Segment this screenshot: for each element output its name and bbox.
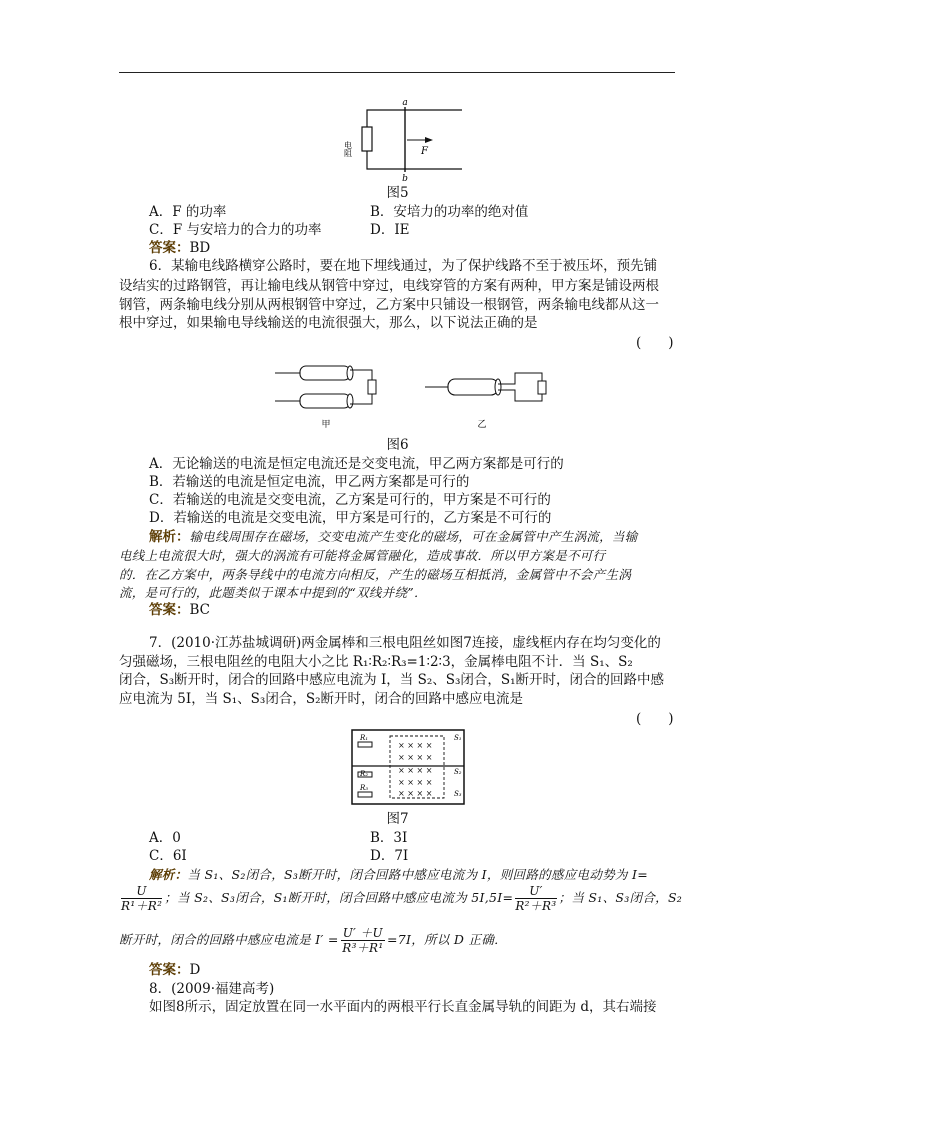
fraction-3 (341, 926, 385, 955)
fraction-1-den: R¹＋R² (121, 899, 163, 913)
fig5-label-resistor: 电阻 (343, 141, 353, 157)
q6-option-b: B．若输送的电流是恒定电流，甲乙两方案都是可行的 (149, 474, 470, 490)
q6-line-1: 6．某输电线路横穿公路时，要在地下埋线通过，为了保护线路不至于被压坏，预先铺 (149, 258, 658, 274)
fig7-label-R2: R₂ (360, 770, 369, 778)
svg-text:× × × ×: × × × × (398, 778, 433, 787)
fig6-label-jia: 甲 (321, 420, 331, 430)
q7-option-d: D．7I (370, 848, 409, 864)
fig7-label-R3: R₃ (360, 784, 369, 792)
explain-text-2b: ；当 S₁、S₃闭合，S₂ (558, 890, 683, 905)
q5-option-a: A．F 的功率 (149, 204, 227, 220)
fig5-label-F: F (421, 146, 428, 157)
answer-label: 答案： (149, 602, 190, 618)
q7-option-a: A．0 (149, 830, 181, 846)
svg-text:× × × ×: × × × × (398, 741, 433, 750)
q6-option-d: D．若输送的电流是交变电流，甲方案是可行的，乙方案是不可行的 (149, 510, 552, 526)
q7-line-1: 7．(2010·江苏盐城调研)两金属棒和三根电阻丝如图7连接，虚线框内存在均匀变化的 (149, 635, 661, 651)
fraction-2-den: R²＋R³ (515, 899, 557, 913)
answer-value: BC (189, 602, 211, 618)
q5-option-d: D．IE (370, 222, 410, 238)
answer-value: BD (189, 240, 211, 256)
svg-text:× × × ×: × × × × (398, 766, 433, 775)
explain-text: 输电线周围存在磁场，交变电流产生变化的磁场，可在金属管中产生涡流，当输 (189, 529, 638, 544)
fig7-label-S1: S₁ (454, 734, 462, 742)
figure-6-pipes (270, 355, 560, 435)
fig5-caption: 图5 (386, 185, 409, 201)
answer-label: 答案： (149, 240, 190, 256)
fig5-label-a: a (402, 98, 408, 108)
q6-line-2: 设结实的过路钢管，再让输电线从钢管中穿过，电线穿管的方案有两种，甲方案是铺设两根 (119, 278, 659, 294)
explain-text-3b: =7I，所以 D 正确． (386, 932, 507, 947)
q7-explain-line-3 (119, 926, 676, 955)
explain-text-2a: ；当 S₂、S₃闭合，S₁断开时，闭合回路中感应电流为 5I,5I= (164, 890, 514, 905)
explain-text-1: 当 S₁、S₂闭合，S₃断开时，闭合回路中感应电流为 I，则回路的感应电动势为 I= (187, 867, 648, 882)
q6-explain-line-2: 电线上电流很大时，强大的涡流有可能将金属管融化，造成事故．所以甲方案是不可行 (119, 548, 606, 563)
fig5-label-b: b (402, 174, 408, 184)
q7-explain-line-1 (149, 864, 706, 885)
q7-line-4: 应电流为 5I，当 S₁、S₃闭合，S₂断开时，闭合的回路中感应电流是 (119, 691, 523, 707)
q7-option-c: C．6I (149, 848, 187, 864)
fraction-2 (515, 884, 556, 913)
explain-label: 解析： (149, 867, 188, 882)
q8-line-1: 8．(2009·福建高考) (149, 981, 275, 997)
q7-line-2: 匀强磁场，三根电阻丝的电阻大小之比 R₁∶R₂∶R₃=1∶2∶3，金属棒电阻不计．当 S₁、S₂ (119, 654, 633, 670)
q6-option-c: C．若输送的电流是交变电流，乙方案是可行的，甲方案是不可行的 (149, 492, 551, 508)
figure-7-circuit (350, 726, 470, 808)
q6-explain-line-4: 流，是可行的，此题类似于课本中提到的“双线并绕”． (119, 585, 427, 600)
answer-label: 答案： (149, 962, 190, 978)
fraction-1-num: U (121, 884, 162, 899)
q7-answer (149, 960, 706, 981)
q6-answer (149, 600, 706, 621)
fig7-label-S2: S₂ (454, 768, 462, 776)
header-rule (119, 72, 675, 73)
q6-line-4: 根中穿过，如果输电导线输送的电流很强大，那么，以下说法正确的是 (119, 315, 538, 331)
fraction-1 (121, 884, 162, 913)
q6-line-3: 钢管，两条输电线分别从两根钢管中穿过，乙方案中只铺设一根钢管，两条输电线都从这一 (119, 297, 659, 313)
explain-text-3a: 断开时，闭合的回路中感应电流是 I′ = (119, 932, 339, 947)
q5-option-c: C．F 与安培力的合力的功率 (149, 222, 322, 238)
fig7-label-R1: R₁ (360, 734, 369, 742)
figure-5-circuit (345, 97, 470, 182)
q7-option-b: B．3I (370, 830, 408, 846)
q6-answer-paren: ( ) (636, 335, 674, 351)
svg-text:× × × ×: × × × × (398, 789, 433, 798)
answer-value: D (189, 962, 201, 978)
svg-text:× × × ×: × × × × (398, 753, 433, 762)
fraction-2-num: U′ (515, 884, 556, 899)
fraction-3-den: R³＋R¹ (342, 941, 384, 955)
fraction-3-num: U′ ＋U (342, 926, 383, 940)
q7-explain-line-2 (119, 884, 683, 913)
q7-line-3: 闭合，S₃断开时，闭合的回路中感应电流为 I，当 S₂、S₃闭合，S₁断开时，闭合的回路中感 (119, 672, 665, 688)
explain-label: 解析： (149, 529, 190, 545)
q5-option-b: B．安培力的功率的绝对值 (370, 204, 529, 220)
fig6-label-yi: 乙 (477, 420, 487, 430)
fig7-caption: 图7 (386, 811, 409, 827)
fig6-caption: 图6 (386, 437, 409, 453)
q6-option-a: A．无论输送的电流是恒定电流还是交变电流，甲乙两方案都是可行的 (149, 456, 564, 472)
q7-answer-paren: ( ) (636, 711, 674, 727)
fig7-label-S3: S₃ (454, 790, 462, 798)
q8-line-2: 如图8所示，固定放置在同一水平面内的两根平行长直金属导轨的间距为 d，其右端接 (149, 999, 657, 1015)
q6-explain-line-3: 的．在乙方案中，两条导线中的电流方向相反，产生的磁场互相抵消，金属管中不会产生涡 (119, 567, 632, 582)
